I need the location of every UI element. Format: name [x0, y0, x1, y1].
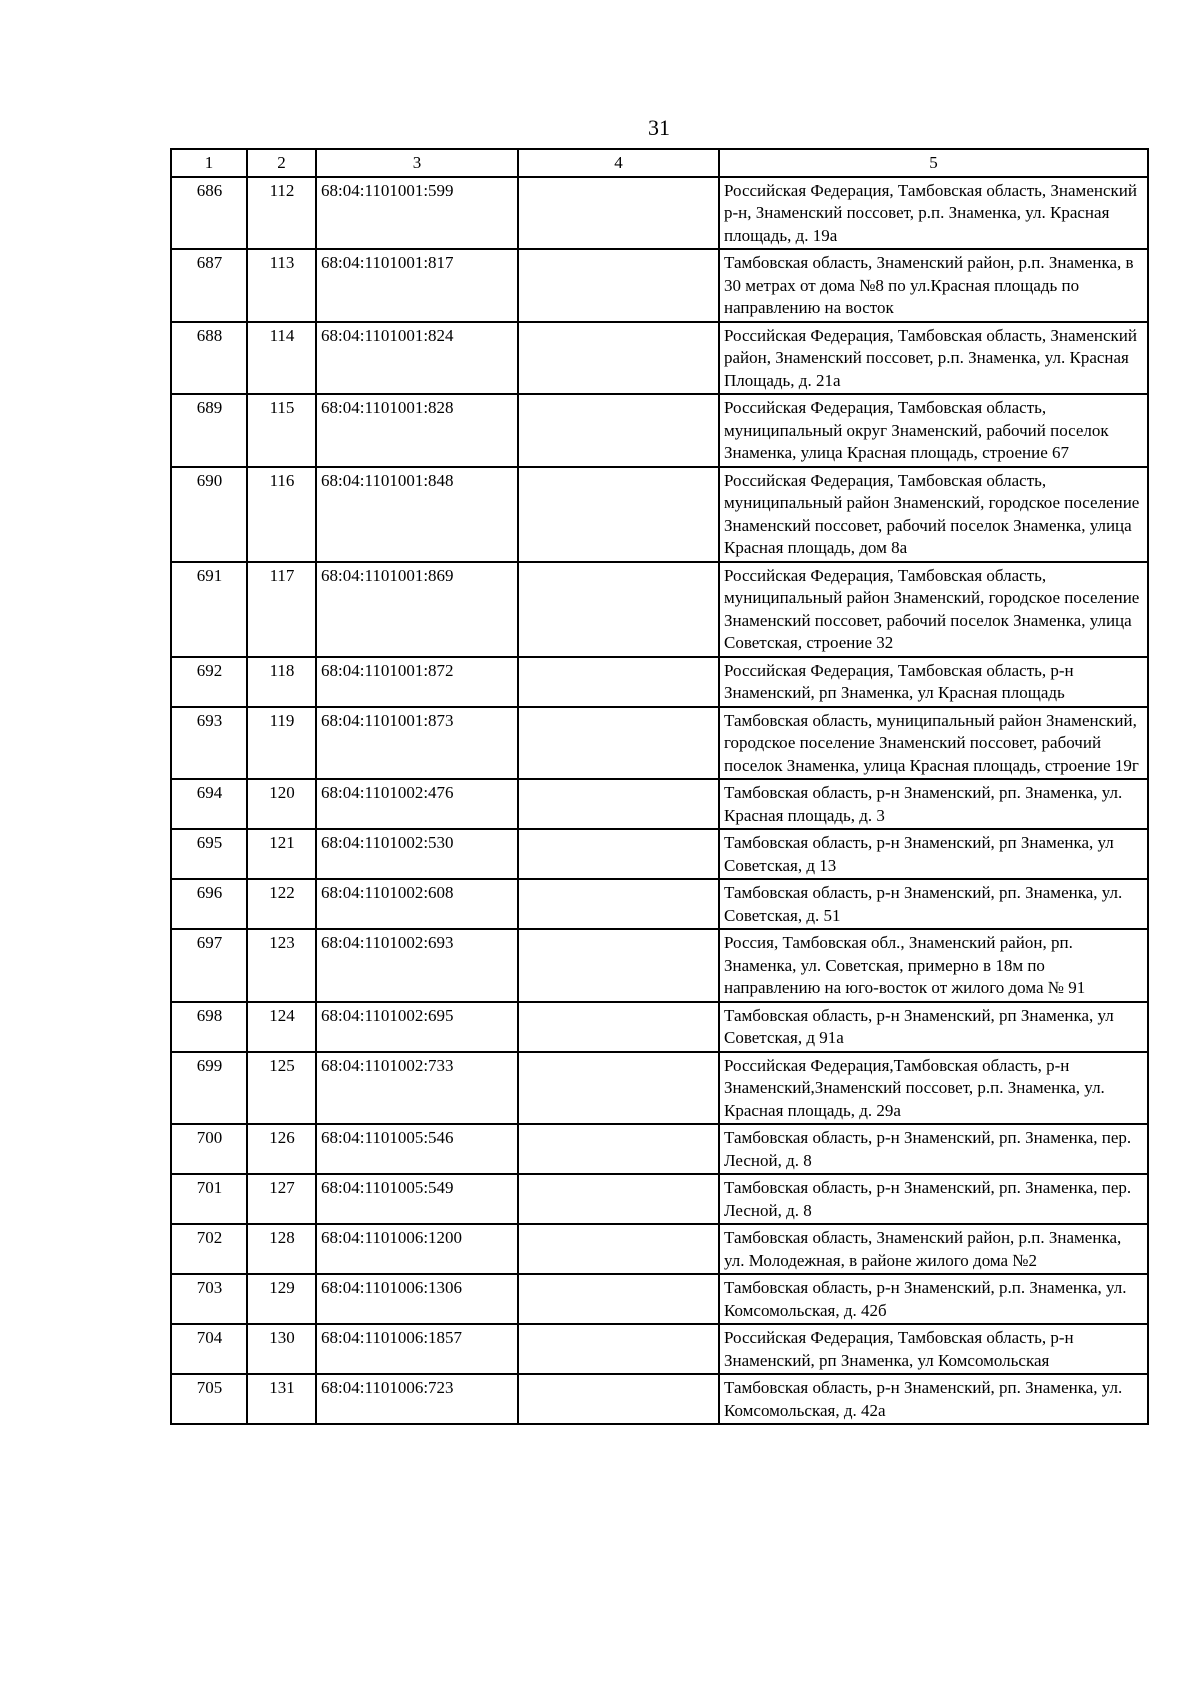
- header-col-1: 1: [171, 149, 247, 177]
- table-row: [171, 467, 1148, 562]
- cadastral-number-cell: 68:04:1101001:817: [316, 249, 518, 322]
- row-number-cell: 703: [171, 1274, 247, 1324]
- table-row: [171, 1224, 1148, 1274]
- table-row: [171, 929, 1148, 1002]
- sequence-number-cell: 120: [247, 779, 316, 829]
- sequence-number-cell: 113: [247, 249, 316, 322]
- cadastral-number-cell: 68:04:1101002:733: [316, 1052, 518, 1125]
- row-number-cell: 704: [171, 1324, 247, 1374]
- sequence-number-cell: 119: [247, 707, 316, 780]
- address-cell: Тамбовская область, р-н Знаменский, рп. Знаменка, пер. Лесной, д. 8: [719, 1174, 1148, 1224]
- address-cell: Тамбовская область, Знаменский район, р.п. Знаменка, в 30 метрах от дома №8 по ул.Красная площадь по направлению на восток: [719, 249, 1148, 322]
- column-4-cell: [518, 1002, 719, 1052]
- column-4-cell: [518, 1124, 719, 1174]
- row-number-cell: 702: [171, 1224, 247, 1274]
- table-row: [171, 1052, 1148, 1125]
- row-number-cell: 691: [171, 562, 247, 657]
- address-cell: Тамбовская область, муниципальный район Знаменский, городское поселение Знаменский поссовет, рабочий поселок Знаменка, улица Красная площадь, строение 19г: [719, 707, 1148, 780]
- sequence-number-cell: 123: [247, 929, 316, 1002]
- address-cell: Российская Федерация, Тамбовская область, р-н Знаменский, рп Знаменка, ул Красная площадь: [719, 657, 1148, 707]
- table-row: [171, 829, 1148, 879]
- address-cell: Российская Федерация, Тамбовская область, Знаменский район, Знаменский поссовет, р.п. Знаменка, ул. Красная Площадь, д. 21а: [719, 322, 1148, 395]
- sequence-number-cell: 128: [247, 1224, 316, 1274]
- column-4-cell: [518, 1374, 719, 1424]
- address-cell: Тамбовская область, р-н Знаменский, рп. Знаменка, ул. Красная площадь, д. 3: [719, 779, 1148, 829]
- sequence-number-cell: 114: [247, 322, 316, 395]
- table-row: [171, 707, 1148, 780]
- cadastral-number-cell: 68:04:1101006:1857: [316, 1324, 518, 1374]
- column-4-cell: [518, 177, 719, 250]
- cadastral-number-cell: 68:04:1101002:695: [316, 1002, 518, 1052]
- sequence-number-cell: 116: [247, 467, 316, 562]
- address-cell: Россия, Тамбовская обл., Знаменский район, рп. Знаменка, ул. Советская, примерно в 18м по направлению на юго-восток от жилого дома № 91: [719, 929, 1148, 1002]
- column-4-cell: [518, 929, 719, 1002]
- sequence-number-cell: 117: [247, 562, 316, 657]
- address-cell: Тамбовская область, р-н Знаменский, р.п. Знаменка, ул. Комсомольская, д. 42б: [719, 1274, 1148, 1324]
- address-cell: Тамбовская область, р-н Знаменский, рп. Знаменка, пер. Лесной, д. 8: [719, 1124, 1148, 1174]
- row-number-cell: 697: [171, 929, 247, 1002]
- cadastral-number-cell: 68:04:1101002:476: [316, 779, 518, 829]
- sequence-number-cell: 126: [247, 1124, 316, 1174]
- column-4-cell: [518, 562, 719, 657]
- address-cell: Тамбовская область, р-н Знаменский, рп Знаменка, ул Советская, д 13: [719, 829, 1148, 879]
- cadastral-number-cell: 68:04:1101006:1306: [316, 1274, 518, 1324]
- column-4-cell: [518, 1324, 719, 1374]
- sequence-number-cell: 131: [247, 1374, 316, 1424]
- table-row: [171, 1174, 1148, 1224]
- cadastral-number-cell: 68:04:1101005:549: [316, 1174, 518, 1224]
- address-cell: Тамбовская область, р-н Знаменский, рп. Знаменка, ул. Комсомольская, д. 42а: [719, 1374, 1148, 1424]
- row-number-cell: 695: [171, 829, 247, 879]
- row-number-cell: 686: [171, 177, 247, 250]
- table-row: [171, 394, 1148, 467]
- column-4-cell: [518, 1274, 719, 1324]
- cadastral-number-cell: 68:04:1101001:869: [316, 562, 518, 657]
- column-4-cell: [518, 1052, 719, 1125]
- cadastral-number-cell: 68:04:1101001:599: [316, 177, 518, 250]
- cadastral-number-cell: 68:04:1101001:824: [316, 322, 518, 395]
- sequence-number-cell: 112: [247, 177, 316, 250]
- sequence-number-cell: 115: [247, 394, 316, 467]
- row-number-cell: 689: [171, 394, 247, 467]
- row-number-cell: 694: [171, 779, 247, 829]
- table-row: [171, 322, 1148, 395]
- column-4-cell: [518, 657, 719, 707]
- column-4-cell: [518, 322, 719, 395]
- cadastral-number-cell: 68:04:1101001:873: [316, 707, 518, 780]
- row-number-cell: 705: [171, 1374, 247, 1424]
- registry-table: [170, 148, 1149, 1425]
- sequence-number-cell: 124: [247, 1002, 316, 1052]
- cadastral-number-cell: 68:04:1101005:546: [316, 1124, 518, 1174]
- header-col-3: 3: [316, 149, 518, 177]
- sequence-number-cell: 127: [247, 1174, 316, 1224]
- cadastral-number-cell: 68:04:1101001:848: [316, 467, 518, 562]
- cadastral-number-cell: 68:04:1101006:1200: [316, 1224, 518, 1274]
- address-cell: Тамбовская область, Знаменский район, р.п. Знаменка, ул. Молодежная, в районе жилого дома №2: [719, 1224, 1148, 1274]
- table-row: [171, 1124, 1148, 1174]
- row-number-cell: 692: [171, 657, 247, 707]
- header-col-4: 4: [518, 149, 719, 177]
- cadastral-number-cell: 68:04:1101002:608: [316, 879, 518, 929]
- cadastral-number-cell: 68:04:1101002:530: [316, 829, 518, 879]
- sequence-number-cell: 122: [247, 879, 316, 929]
- column-4-cell: [518, 394, 719, 467]
- table-row: [171, 779, 1148, 829]
- table-header: [171, 149, 1148, 177]
- table-row: [171, 657, 1148, 707]
- sequence-number-cell: 121: [247, 829, 316, 879]
- page-number: 31: [648, 115, 670, 140]
- sequence-number-cell: 130: [247, 1324, 316, 1374]
- column-4-cell: [518, 779, 719, 829]
- row-number-cell: 699: [171, 1052, 247, 1125]
- table-row: [171, 562, 1148, 657]
- row-number-cell: 690: [171, 467, 247, 562]
- address-cell: Российская Федерация, Тамбовская область, муниципальный район Знаменский, городское поселение Знаменский поссовет, рабочий поселок Знаменка, улица Советская, строение 32: [719, 562, 1148, 657]
- column-4-cell: [518, 1174, 719, 1224]
- sequence-number-cell: 129: [247, 1274, 316, 1324]
- address-cell: Тамбовская область, р-н Знаменский, рп Знаменка, ул Советская, д 91а: [719, 1002, 1148, 1052]
- table-row: [171, 1002, 1148, 1052]
- row-number-cell: 696: [171, 879, 247, 929]
- row-number-cell: 698: [171, 1002, 247, 1052]
- table-row: [171, 249, 1148, 322]
- column-4-cell: [518, 1224, 719, 1274]
- row-number-cell: 701: [171, 1174, 247, 1224]
- address-cell: Российская Федерация, Тамбовская область, муниципальный округ Знаменский, рабочий поселок Знаменка, улица Красная площадь, строение 67: [719, 394, 1148, 467]
- row-number-cell: 687: [171, 249, 247, 322]
- table-row: [171, 1274, 1148, 1324]
- cadastral-number-cell: 68:04:1101001:872: [316, 657, 518, 707]
- address-cell: Российская Федерация, Тамбовская область, муниципальный район Знаменский, городское поселение Знаменский поссовет, рабочий поселок Знаменка, улица Красная площадь, дом 8а: [719, 467, 1148, 562]
- column-4-cell: [518, 829, 719, 879]
- row-number-cell: 700: [171, 1124, 247, 1174]
- row-number-cell: 688: [171, 322, 247, 395]
- address-cell: Российская Федерация, Тамбовская область, р-н Знаменский, рп Знаменка, ул Комсомольская: [719, 1324, 1148, 1374]
- cadastral-number-cell: 68:04:1101002:693: [316, 929, 518, 1002]
- column-4-cell: [518, 879, 719, 929]
- header-col-5: 5: [719, 149, 1148, 177]
- address-cell: Российская Федерация, Тамбовская область, Знаменский р-н, Знаменский поссовет, р.п. Знаменка, ул. Красная площадь, д. 19а: [719, 177, 1148, 250]
- header-row: [171, 149, 1148, 177]
- cadastral-number-cell: 68:04:1101006:723: [316, 1374, 518, 1424]
- column-4-cell: [518, 249, 719, 322]
- table-body: [171, 177, 1148, 1425]
- row-number-cell: 693: [171, 707, 247, 780]
- sequence-number-cell: 125: [247, 1052, 316, 1125]
- column-4-cell: [518, 467, 719, 562]
- table-row: [171, 1374, 1148, 1424]
- address-cell: Российская Федерация,Тамбовская область, р-н Знаменский,Знаменский поссовет, р.п. Знаменка, ул. Красная площадь, д. 29а: [719, 1052, 1148, 1125]
- table-row: [171, 879, 1148, 929]
- sequence-number-cell: 118: [247, 657, 316, 707]
- table-row: [171, 177, 1148, 250]
- header-col-2: 2: [247, 149, 316, 177]
- table-row: [171, 1324, 1148, 1374]
- cadastral-number-cell: 68:04:1101001:828: [316, 394, 518, 467]
- address-cell: Тамбовская область, р-н Знаменский, рп. Знаменка, ул. Советская, д. 51: [719, 879, 1148, 929]
- column-4-cell: [518, 707, 719, 780]
